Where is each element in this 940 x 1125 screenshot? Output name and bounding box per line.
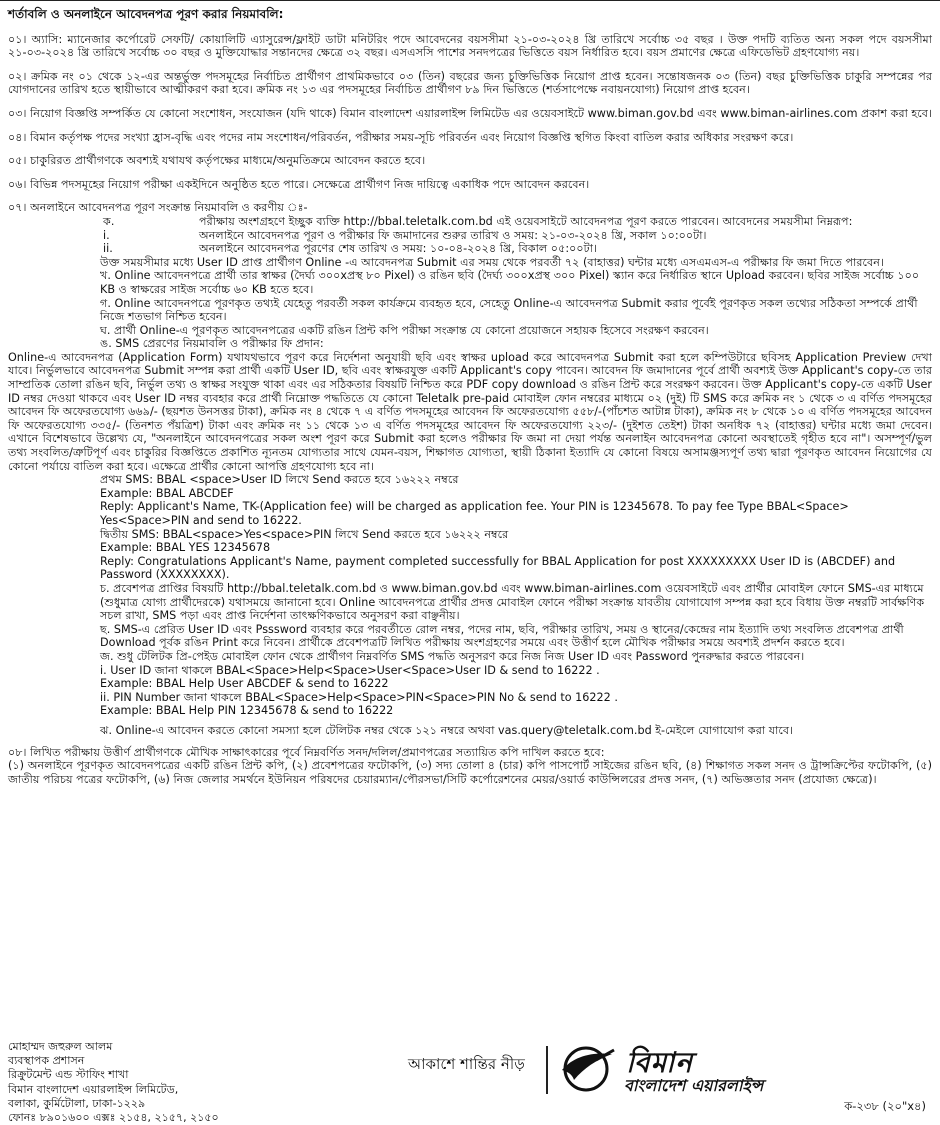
signatory-role: ব্যবস্থাপক প্রশাসন [8, 1054, 85, 1068]
signatory-dept: রিক্রুটমেন্ট এন্ড স্টাফিং শাখা [8, 1068, 129, 1082]
item-chha: ছ. SMS-এ প্রেরিত User ID এবং Psssword ব্যবহার করে পরবর্তীতে রোল নম্বর, পদের নাম, ছবি, পরীক্ষার তারিখ, সময় ও স্থানের/কেন্দ্রের নাম ইত্যাদি তথ্য সংবলিত প্রবেশপত্র প্রার্থী Download পূর্বক রঙিন Print করে নিবেন। প্রার্থীকে প্রবেশপত্রটি লিখিত পরীক্ষায় অংশগ্রহণের সময়ে এবং উত্তীর্ণ হলে মৌখিক পরীক্ষার সময়ে অবশ্যই প্রদর্শন করতে হবে। [100, 622, 904, 650]
section-05: ০৫। চাকুরিরত প্রার্থীগণকে অবশ্যই যথাযথ কর্তৃপক্ষের মাধ্যমে/অনুমতিক্রমে আবেদন করতে হবে। [8, 154, 426, 168]
sms-second-example: Example: BBAL YES 12345678 [100, 541, 271, 555]
item-umo: ঙ. SMS প্রেরণের নিয়মাবলি ও পরীক্ষার ফি প্রদান: [100, 337, 324, 351]
section-08-body: (১) অনলাইনে পূরণকৃত আবেদনপত্রের একটি রঙিন প্রিন্ট কপি, (২) প্রবেশপত্রের ফটোকপি, (৩) সদ্য তোলা ৪ (চার) কপি পাসপোর্ট সাইজের রঙিন ছবি, (৪) শিক্ষাগত সকল সনদ ও ট্রান্সক্রিপ্টের ফটোকপি, (৫) জাতীয় পরিচয় পত্রের ফটোকপি, (৬) নিজ জেলার সমর্থনে ইউনিয়ন পরিষদের চেয়ারম্যান/পৌরসভা/সিটি কর্পোরেশনের মেয়র/ওয়ার্ড কাউন্সিলরের প্রদত্ত সনদ, (৭) অভিজ্ঞতার সনদ (প্রযোজ্য ক্ষেত্রে)। [8, 759, 932, 786]
item-ja-i: i. User ID জানা থাকলে BBAL<Space>Help<Space>User<Space>User ID & send to 16222 . [100, 663, 600, 677]
sms-fee-paragraph: Online-এ আবেদনপত্র (Application Form) যথাযথভাবে পূরণ করে নির্দেশনা অনুযায়ী ছবি এবং স্বাক্ষর upload করে আবেদনপত্র Submit করা হলে কম্পিউটারে ছবিসহ Application Preview দেখা যাবে। নির্ভুলভাবে আবেদনপত্র Submit সম্পন্ন করা প্রার্থী একটি User ID, ছবি এবং স্বাক্ষরযুক্ত একটি Applicant's copy পাবেন। আবেদন ফি জমাদানের পূর্বে প্রার্থী অবশ্যই উক্ত Applicant's copy-তে তার সাম্প্রতিক তোলা রঙিন ছবি, নির্ভুল তথ্য ও স্বাক্ষর সংযুক্ত থাকা এবং এর সঠিকতার বিষয়টি নিশ্চিত করে PDF copy download ও রঙিন প্রিন্ট করে সংরক্ষণ করবেন। উক্ত Applicant's copy-তে একটি User ID নম্বর দেওয়া থাকবে এবং User ID নম্বর ব্যবহার করে প্রার্থী নিম্নোক্ত পদ্ধতিতে যে কোনো Teletalk pre-paid মোবাইল ফোন নম্বরের মাধ্যমে ০২ (দুই) টি SMS করে ক্রমিক নং ১ থেকে ৩ এ বর্ণিত পদসমূহের আবেদন ফি অফেরতযোগ্য ৬৬৯/- (ছয়শত উনসত্তর টাকা), ক্রমিক নং ৪ থেকে ৭ এ বর্ণিত পদসমূহের আবেদন ফি অফেরতযোগ্য ৫৫৮/-(পাঁচশত আটান্ন টাকা), ক্রমিক নং ৮ থেকে ১০ এ বর্ণিত পদসমূহের আবেদন ফি অফেরতযোগ্য ৩৩৫/- (তিনশত পঁয়ত্রিশ) টাকা এবং ক্রমিক নং ১১ থেকে ১৩ এ বর্ণিত পদসমূহের আবেদন ফি অফেরতযোগ্য ২২৩/- (দুইশত তেইশ) টাকা অনধিক ৭২ (বাহাত্তর) ঘন্টার মধ্যে জমা দেবেন। এখানে বিশেষভাবে উল্লেখ্য যে, "অনলাইনে আবেদনপত্রের সকল অংশ পূরণ করে Submit করা হলেও পরীক্ষার ফি জমা না দেয়া পর্যন্ত অনলাইন আবেদনপত্র কোনো অবস্থাতেই গৃহীত হবে না"। অসম্পূর্ণ/ভুল তথ্য সংবলিত/ত্রুটিপূর্ণ এবং চাকুরির বিজ্ঞপ্তিতে প্রকাশিত ন্যূনতম যোগ্যতার সাথে যেমন-বয়স, শিক্ষাগত যোগ্যতা, স্থায়ী ঠিকানা ইত্যাদি যে কোনো বিষয়ে অসামঞ্জস্যপূর্ণ তথ্য দ্বারা পূরণকৃত আবেদন নিয়োগের যে কোনো পর্যায়ে বাতিল করা হবে। এক্ষেত্রে প্রার্থীর কোনো আপত্তি গ্রহণযোগ্য হবে না। [8, 350, 932, 473]
item-ka-after: উক্ত সময়সীমার মধ্যে User ID প্রাপ্ত প্রার্থীগণ Online -এ আবেদনপত্র Submit এর সময় থেকে পরবর্তী ৭২ (বাহাত্তর) ঘন্টার মধ্যে এসএমএস-এ পরীক্ষার ফি জমা দিতে পারবেন। [100, 255, 884, 269]
section-04: ০৪। বিমান কর্তৃপক্ষ পদের সংখ্যা হ্রাস-বৃদ্ধি এবং পদের নাম সংশোধন/পরিবর্তন, পরীক্ষার সময়-সূচি পরিবর্তন এবং নিয়োগ বিজ্ঞপ্তি স্থগিত কিংবা বাতিল করার অধিকার সংরক্ষণ করে। [8, 130, 794, 144]
stork-icon [556, 1046, 616, 1092]
item-cha: চ. প্রবেশপত্র প্রাপ্তির বিষয়টি http://bbal.teletalk.com.bd ও www.biman.gov.bd এবং www.biman-airlines.com ওয়েবসাইটে এবং প্রার্থীর মোবাইল ফোনে SMS-এর মাধ্যমে (শুধুমাত্র যোগ্য প্রার্থীদেরকে) যথাসময়ে জানানো হবে। Online আবেদনপত্রে প্রার্থীর প্রদত্ত মোবাইল ফোনে পরীক্ষা সংক্রান্ত যাবতীয় যোগাযোগ সম্পন্ন করা হবে বিধায় উক্ত নম্বরটি সার্বক্ষণিক সচল রাখা, SMS পড়া এবং প্রাপ্ত নির্দেশনা তাৎক্ষণিকভাবে অনুসরণ করা বাঞ্ছনীয়। [100, 581, 925, 623]
item-ga: গ. Online আবেদনপত্রে পূরণকৃত তথ্যই যেহেতু পরবর্তী সকল কার্যক্রমে ব্যবহৃত হবে, সেহেতু Online-এ আবেদনপত্র Submit করার পূর্বেই পূরণকৃত সকল তথ্যের সঠিকতা সম্পর্কে প্রার্থী নিজে শতভাগ নিশ্চিত হবেন। [100, 296, 918, 324]
section-02: ০২। ক্রমিক নং ০১ থেকে ১২-এর অন্তর্ভুক্ত পদসমূহের নির্বাচিত প্রার্থীগণ প্রাথমিকভাবে ০৩ (তিন) বছরের জন্য চুক্তিভিত্তিক নিয়োগ প্রাপ্ত হবেন। সন্তোষজনক ০৩ (তিন) বছর চুক্তিভিত্তিক চাকুরি সম্পন্নের পর যোগদানের তারিখ হতে স্থায়ীভাবে আত্মীকরণ করা হবে। ক্রমিক নং ১৩ এর পদসমূহের নির্বাচিত প্রার্থীগণ ৮৯ দিন ভিত্তিতে (শর্তসাপেক্ষে নবায়নযোগ্য) নিয়োগ প্রাপ্ত হবেন। [8, 69, 932, 97]
notice-heading: শর্তাবলি ও অনলাইনে আবেদনপত্র পূরণ করার নিয়মাবলি: [8, 7, 284, 21]
item-ka-text: পরীক্ষায় অংশগ্রহণে ইচ্ছুক ব্যক্তি http://bbal.teletalk.com.bd এই ওয়েবসাইটে আবেদনপত্র পূরণ করতে পারবেন। আবেদনের সময়সীমা নিম্নরূপ: [199, 214, 853, 228]
item-ii [8, 242, 932, 256]
item-ja-ii-example: Example: BBAL Help PIN 12345678 & send to 16222 [100, 704, 394, 718]
sms-second: দ্বিতীয় SMS: BBAL<space>Yes<space>PIN লিখে Send করতে হবে ১৬২২২ নম্বরে [100, 527, 509, 541]
item-ii-text: অনলাইনে আবেদনপত্র পূরণের শেষ তারিখ ও সময়: ১০-০৪-২০২৪ খ্রি, বিকাল ০৫:০০টা। [199, 242, 597, 256]
item-ka-label: ক. [103, 214, 115, 228]
item-jha: ঝ. Online-এ আবেদন করতে কোনো সমস্যা হলে টেলিটক নম্বর থেকে ১২১ নম্বরে অথবা vas.query@teletalk.com.bd ই-মেইলে যোগাযোগ করা যাবে। [100, 723, 794, 737]
section-08 [8, 746, 932, 787]
item-i [8, 229, 932, 243]
section-03: ০৩। নিয়োগ বিজ্ঞপ্তি সম্পর্কিত যে কোনো সংশোধন, সংযোজন (যদি থাকে) বিমান বাংলাদেশ এয়ারলাইন্স লিমিটেড এর ওয়েবসাইটে www.biman.gov.bd এবং www.biman-airlines.com প্রকাশ করা হবে। [8, 106, 933, 120]
logo-divider [546, 1046, 548, 1094]
item-ii-label: ii. [103, 242, 113, 256]
item-kha: খ. Online আবেদনপত্রে প্রার্থী তার স্বাক্ষর (দৈর্ঘ্য ৩০০xপ্রস্থ ৮০ Pixel) ও রঙিন ছবি (দৈর্ঘ্য ৩০০xপ্রস্থ ৩০০ Pixel) স্ক্যান করে নির্ধারিত স্থানে Upload করবেন। ছবির সাইজ সর্বোচ্চ ১০০ KB ও স্বাক্ষরের সাইজ সর্বোচ্চ ৬০ KB হতে হবে। [100, 269, 920, 296]
section-01: ০১। অ্যাসি: ম্যানেজার কর্পোরেট সেফটি/ কোয়ালিটি এ্যাসুরেন্স/ফ্লাইট ডাটা মনিটরিং পদে আবেদনের বয়সসীমা ২১-০৩-২০২৪ খ্রি তারিখে সর্বোচ্চ ৩৫ বছর । উক্ত পদটি ব্যতিত অন্য সকল পদে বয়সসীমা ২১-০৩-২০২৪ খ্রি তারিখে সর্বোচ্চ ৩০ বছর ও মুক্তিযোদ্ধার সন্তানদের ক্ষেত্রে ৩২ বছর। এসএসসি পাশের সনদপত্রের ভিত্তিতে বয়স নির্ধারিত হবে। বয়স প্রমাণের ক্ষেত্রে এফিডেভিট গ্রহণযোগ্য নয়। [8, 32, 932, 60]
sms-first-reply: Reply: Applicant's Name, TK-(Application fee) will be charged as application fee. Your PIN is 12345678. To pay fee Type BBAL<Space> Yes<Space>PIN and send to 16222. [100, 500, 849, 527]
item-i-label: i. [103, 228, 110, 242]
sms-first: প্রথম SMS: BBAL <space>User ID লিখে Send করতে হবে ১৬২২২ নম্বরে [100, 473, 459, 487]
logo-text-biman: বিমান [626, 1046, 693, 1079]
ad-code: ক-২৩৮ (২০"x৪) [844, 1099, 926, 1113]
section-07-title: ০৭। অনলাইনে আবেদনপত্র পূরণ সংক্রান্ত নিয়মাবলি ও করণীয় ঃ- [8, 201, 308, 215]
sms-first-example: Example: BBAL ABCDEF [100, 486, 234, 500]
logo-text-bangladesh-airlines: বাংলাদেশ এয়ারলাইন্স [624, 1076, 764, 1095]
item-i-text: অনলাইনে আবেদনপত্র পূরণ ও পরীক্ষার ফি জমাদানের শুরুর তারিখ ও সময়: ২১-০৩-২০২৪ খ্রি, সকাল ১০:০০টা। [199, 228, 707, 242]
signatory-phone: ফোনঃ ৮৯০১৬০০ এক্সঃ ২১৫৪, ২১৫৭, ২১৫০ [8, 1111, 219, 1125]
signatory-name: মোহাম্মদ জহুরুল আলম [8, 1040, 113, 1053]
section-08-title: ০৮। লিখিত পরীক্ষায় উত্তীর্ণ প্রার্থীগণকে মৌখিক সাক্ষাৎকারের পূর্বে নিম্নবর্ণিত সনদ/দলিল/প্রমাণপত্রের সত্যায়িত কপি দাখিল করতে হবে: [8, 745, 605, 759]
item-ka [8, 215, 932, 229]
item-gha: ঘ. প্রার্থী Online-এ পূরণকৃত আবেদনপত্রের একটি রঙিন প্রিন্ট কপি পরীক্ষা সংক্রান্ত যে কোনো প্রয়োজনে সহায়ক হিসেবে সংরক্ষণ করবেন। [100, 323, 709, 337]
item-ja-ii: ii. PIN Number জানা থাকলে BBAL<Space>Help<Space>PIN<Space>PIN No & send to 16222 . [100, 690, 618, 704]
item-ja-i-example: Example: BBAL Help User ABCDEF & send to 16222 [100, 677, 389, 691]
sms-second-reply: Reply: Congratulations Applicant's Name, payment completed successfully for BBAL Application for post XXXXXXXXX User ID is (ABCDEF) and Password (XXXXXXXX). [100, 554, 896, 582]
section-06: ০৬। বিভিন্ন পদসমূহের নিয়োগ পরীক্ষা একইদিনে অনুষ্ঠিত হতে পারে। সেক্ষেত্রে প্রার্থীগণ নিজ দায়িত্বে একাধিক পদে আবেদন করবেন। [8, 177, 590, 191]
item-ja: জ. শুধু টেলিটক প্রি-পেইড মোবাইল ফোন থেকে প্রার্থীগণ নিম্নবর্ণিত SMS পদ্ধতি অনুসরণ করে নিজ নিজ User ID এবং Password পুনরুদ্ধার করতে পারবেন। [100, 649, 805, 663]
signatory-org: বিমান বাংলাদেশ এয়ারলাইন্স লিমিটেড, [8, 1082, 179, 1096]
signatory-address: বলাকা, কুর্মিটোলা, ঢাকা-১২২৯ [8, 1096, 146, 1110]
brand-motto: আকাশে শান্তির নীড় [408, 1055, 525, 1073]
footer [8, 1040, 932, 1125]
signature-block [8, 1040, 219, 1125]
biman-logo [556, 1040, 886, 1100]
section-07 [8, 201, 932, 737]
